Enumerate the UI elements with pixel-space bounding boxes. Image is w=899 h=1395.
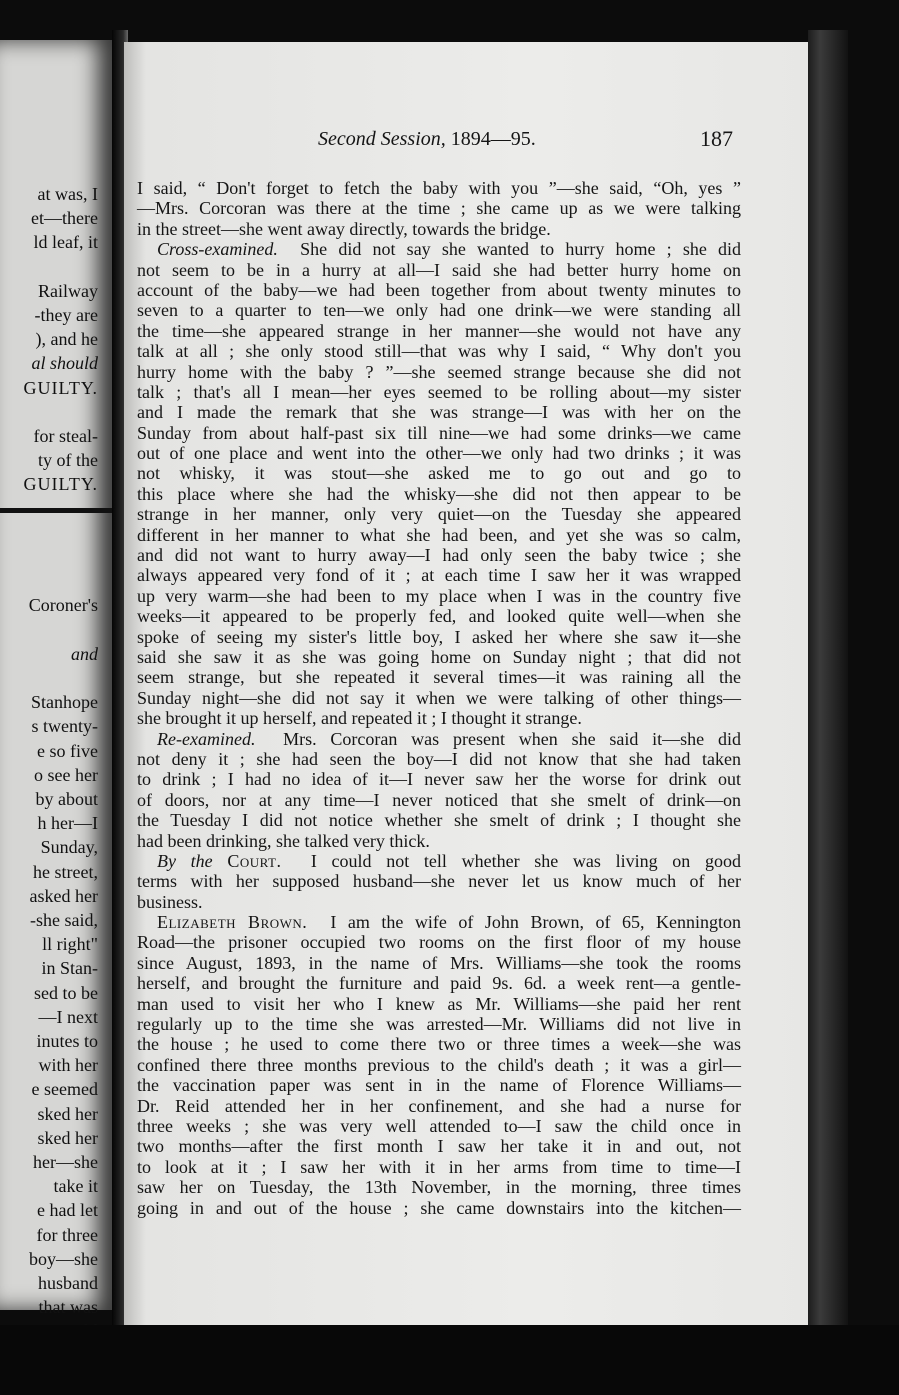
text-line: up very warm—she had been to my place when I was in the country five xyxy=(137,585,741,606)
facing-page-line: in Stan- xyxy=(41,958,98,979)
text-line: I said, “ Don't forget to fetch the baby with you ”—she said, “Oh, yes ” xyxy=(137,178,741,198)
facing-page-line: GUILTY. xyxy=(23,377,98,398)
facing-page-line: ty of the xyxy=(38,450,98,471)
facing-page-line: he street, xyxy=(33,861,98,882)
running-head xyxy=(318,128,536,151)
facing-page-line: e so five xyxy=(37,740,98,761)
text-line: three weeks ; she was very well attended to—I saw the child once in xyxy=(137,1115,741,1136)
text-line: not deny it ; she had seen the boy—I did not know that she had taken xyxy=(137,748,741,769)
re-examined-label: Re-examined. xyxy=(157,728,256,749)
scan-background xyxy=(0,1325,899,1395)
text-line: different in her manner to what she had been, and yet she was so calm, xyxy=(137,524,741,545)
text-line: to drink ; I had no idea of it—I never saw her the worse for drink out xyxy=(137,769,741,790)
text-line: of doors, nor at any time—I never noticed that she smelt of drink—on xyxy=(137,789,741,810)
text-line: spoke of seeing my sister's little boy, I asked her where she saw it—she xyxy=(137,626,741,647)
text-line: terms with her supposed husband—she never let us know much of her xyxy=(137,871,741,892)
text-line: not seem to be in a hurry at all—I said she had better hurry home on xyxy=(137,259,741,280)
facing-page-line: with her xyxy=(38,1055,98,1076)
text-run: I am the wife of John Brown, of 65, Kennington xyxy=(330,912,741,933)
facing-page-line: and xyxy=(71,643,98,664)
text-line: and did not want to hurry away—I had only seen the baby twice ; she xyxy=(137,545,741,566)
facing-page-line: -they are xyxy=(34,305,98,325)
facing-page-line: for three xyxy=(36,1224,98,1245)
facing-page-line: Stanhope xyxy=(31,692,98,713)
text-line: out of one place and went into the other—we only had two drinks ; it was xyxy=(137,443,741,464)
text-line: said she saw it as she was going home on Sunday night ; that did not xyxy=(137,646,741,667)
text-line: seem strange, but she repeated it several times—it was raining all the xyxy=(137,667,741,688)
text-line: business. xyxy=(137,891,203,912)
text-line: herself, and brought the furniture and paid 9s. 6d. a week rent—a gentle- xyxy=(137,973,741,994)
facing-page-line: sked her xyxy=(37,1127,98,1148)
section-rule xyxy=(0,508,112,513)
text-line: to look at it ; I saw her with it in her arms from time to time—I xyxy=(137,1156,741,1177)
facing-page-line: boy—she xyxy=(29,1248,98,1269)
facing-page-line: her—she xyxy=(33,1152,98,1172)
text-line: account of the baby—we had been together from about twenty minutes to xyxy=(137,279,741,300)
facing-page-line: for steal- xyxy=(33,426,98,446)
facing-page-line: o see her xyxy=(34,764,98,785)
cross-examined-label: Cross-examined. xyxy=(157,239,278,260)
text-line: saw her on Tuesday, the 13th November, in the morning, three times xyxy=(137,1177,741,1198)
text-line: she brought it up herself, and repeated it ; I thought it strange. xyxy=(137,708,582,729)
facing-page-line: e seemed xyxy=(31,1079,98,1100)
text-line: strange in her manner, only very quiet—on the Tuesday she appeared xyxy=(137,504,741,525)
facing-page-line: sked her xyxy=(37,1103,98,1124)
text-line: since August, 1893, in the name of Mrs. Williams—she took the rooms xyxy=(137,952,741,973)
facing-page-line: -she said, xyxy=(30,910,98,930)
facing-page-line: asked her xyxy=(29,885,98,906)
text-run: Mrs. Corcoran was present when she said it—she did xyxy=(283,728,741,749)
text-line: weeks—it appeared to be properly fed, and looked quite well—when she xyxy=(137,606,741,627)
text-line: the vaccination paper was sent in in the name of Florence Williams— xyxy=(137,1075,741,1096)
text-line xyxy=(137,851,741,871)
text-line: in the street—she went away directly, towards the bridge. xyxy=(137,218,551,239)
facing-page-line: at was, I xyxy=(37,184,98,204)
facing-page-line: h her—I xyxy=(37,813,98,834)
text-line: this place where she had the whisky—she did not then appear to be xyxy=(137,483,741,504)
facing-page-line: take it xyxy=(53,1176,98,1197)
facing-page-line: inutes to xyxy=(36,1031,98,1051)
text-line: man used to visit her who I knew as Mr. Williams—she paid her rent xyxy=(137,993,741,1014)
text-line: and I made the remark that she was strange—I was with her on the xyxy=(137,402,741,423)
facing-page-line: GUILTY. xyxy=(23,474,98,495)
facing-page-line: et—there xyxy=(31,208,98,229)
text-line: not whisky, it was stout—she asked me to go out and go to xyxy=(137,463,741,484)
facing-page-line: sed to be xyxy=(34,982,98,1003)
by-the-label: By the xyxy=(157,850,213,871)
text-line: the house ; he used to come there two or three times a week—she was xyxy=(137,1034,741,1055)
facing-page-line: Coroner's xyxy=(28,595,98,616)
facing-page-line: ll right" xyxy=(42,934,98,955)
facing-page-line: Railway xyxy=(38,280,98,301)
court-label: Court. xyxy=(227,850,282,871)
book-edge xyxy=(808,30,848,1370)
text-line: always appeared very fond of it ; at each time I saw her it was wrapped xyxy=(137,565,741,586)
text-line xyxy=(137,912,741,932)
text-line: the Tuesday I did not notice whether she smelt of drink ; I thought she xyxy=(137,810,741,831)
text-line: Dr. Reid attended her in her confinement, and she had a nurse for xyxy=(137,1095,741,1116)
facing-page-line: that was xyxy=(38,1297,98,1318)
witness-name: Elizabeth Brown. xyxy=(157,912,308,933)
facing-page-line: husband xyxy=(38,1273,98,1293)
text-line: regularly up to the time she was arrested—Mr. Williams did not live in xyxy=(137,1014,741,1035)
facing-page-line: e had let xyxy=(37,1200,98,1221)
text-line: confined there three months previous to the child's death ; it was a girl— xyxy=(137,1054,741,1075)
text-line: hurry home with the baby ? ”—she seemed strange because she did not xyxy=(137,361,741,382)
text-line: Road—the prisoner occupied two rooms on the first floor of my house xyxy=(137,932,741,953)
text-line: talk at all ; she only stood still—that was why I said, “ Why don't you xyxy=(137,341,741,362)
facing-page-line: by about xyxy=(35,789,98,809)
facing-page-line: ), and he xyxy=(35,329,98,350)
text-line: two months—after the first month I saw her take it in and out, not xyxy=(137,1136,741,1157)
text-line: the time—she appeared strange in her manner—she would not have any xyxy=(137,320,741,341)
text-line: had been drinking, she talked very thick. xyxy=(137,830,430,851)
facing-page-left xyxy=(0,40,112,1318)
text-line: Sunday night—she did not say it when we were talking of other things— xyxy=(137,687,741,708)
facing-page-line: ld leaf, it xyxy=(33,232,98,253)
text-line: seven to a quarter to ten—we only had one drink—we were standing all xyxy=(137,300,741,321)
text-line: —Mrs. Corcoran was there at the time ; she came up as we were talking xyxy=(137,198,741,219)
facing-page-line: al should xyxy=(31,353,98,374)
text-line: Sunday from about half-past six till nine—we had some drinks—we came xyxy=(137,422,741,443)
page-body xyxy=(137,178,741,1218)
page-number: 187 xyxy=(700,126,733,151)
session-label: Second Session, xyxy=(318,128,446,150)
text-run: I could not tell whether she was living on good xyxy=(310,850,741,871)
text-line: talk ; that's all I mean—her eyes seemed to be rolling about—my sister xyxy=(137,381,741,402)
text-run: She did not say she wanted to hurry home ; she did xyxy=(300,239,741,260)
facing-page-line: —I next xyxy=(38,1006,98,1027)
facing-page-line: Sunday, xyxy=(40,837,98,858)
facing-page-line: s twenty- xyxy=(31,716,98,737)
text-line: going in and out of the house ; she came downstairs into the kitchen— xyxy=(137,1197,741,1218)
text-line xyxy=(137,239,741,259)
text-line xyxy=(137,729,741,749)
session-years: 1894—95. xyxy=(450,128,536,150)
